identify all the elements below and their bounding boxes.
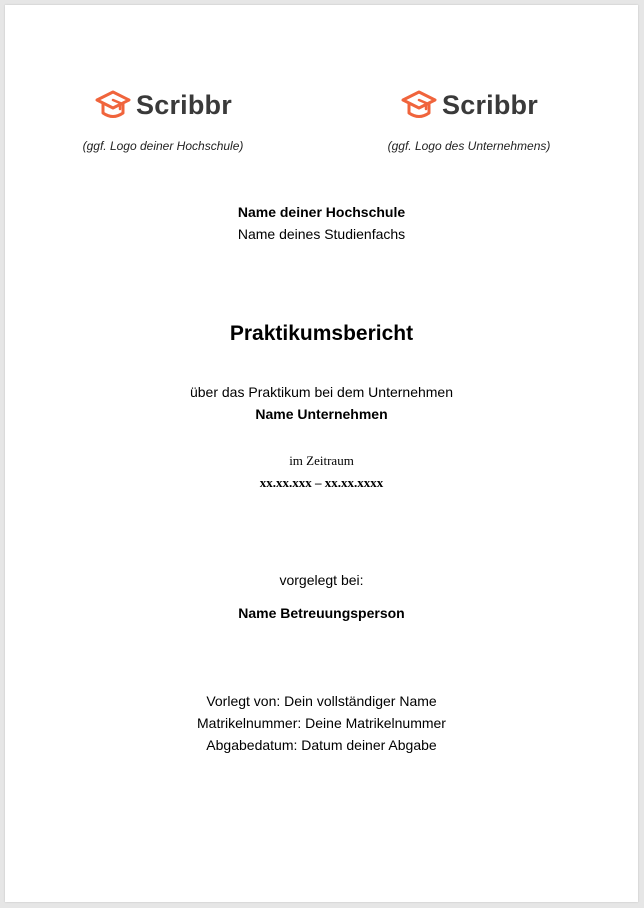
internship-intro: über das Praktikum bei dem Unternehmen: [189, 384, 454, 400]
submission-date: Abgabedatum: Datum deiner Abgabe: [206, 737, 437, 753]
logo-wordmark: Scribbr: [136, 89, 232, 120]
study-subject: Name deines Studienfachs: [237, 226, 406, 242]
company-name: Name Unternehmen: [255, 406, 388, 422]
scribbr-logo: [94, 87, 232, 123]
period-label: im Zeitraum: [289, 453, 354, 468]
matriculation-number: Matrikelnummer: Deine Matrikelnummer: [197, 715, 446, 731]
company-logo-caption: (ggf. Logo des Unternehmens): [387, 139, 551, 153]
document-title: Praktikumsbericht: [229, 322, 414, 345]
supervisor-name: Name Betreuungsperson: [238, 605, 405, 621]
scribbr-logo: [400, 87, 538, 123]
university-logo-caption: (ggf. Logo deiner Hochschule): [82, 139, 244, 153]
graduation-cap-icon: [94, 89, 132, 121]
logo-wordmark: Scribbr: [442, 89, 538, 120]
university-name: Name deiner Hochschule: [237, 204, 406, 220]
document-page: [5, 5, 638, 902]
author-name: Vorlegt von: Dein vollständiger Name: [206, 693, 437, 709]
supervisor-label: vorgelegt bei:: [279, 572, 364, 588]
company-logo-block: [339, 87, 599, 153]
internship-period: xx.xx.xxx – xx.xx.xxxx: [259, 475, 384, 490]
university-logo-block: [33, 87, 293, 153]
graduation-cap-icon: [400, 89, 438, 121]
